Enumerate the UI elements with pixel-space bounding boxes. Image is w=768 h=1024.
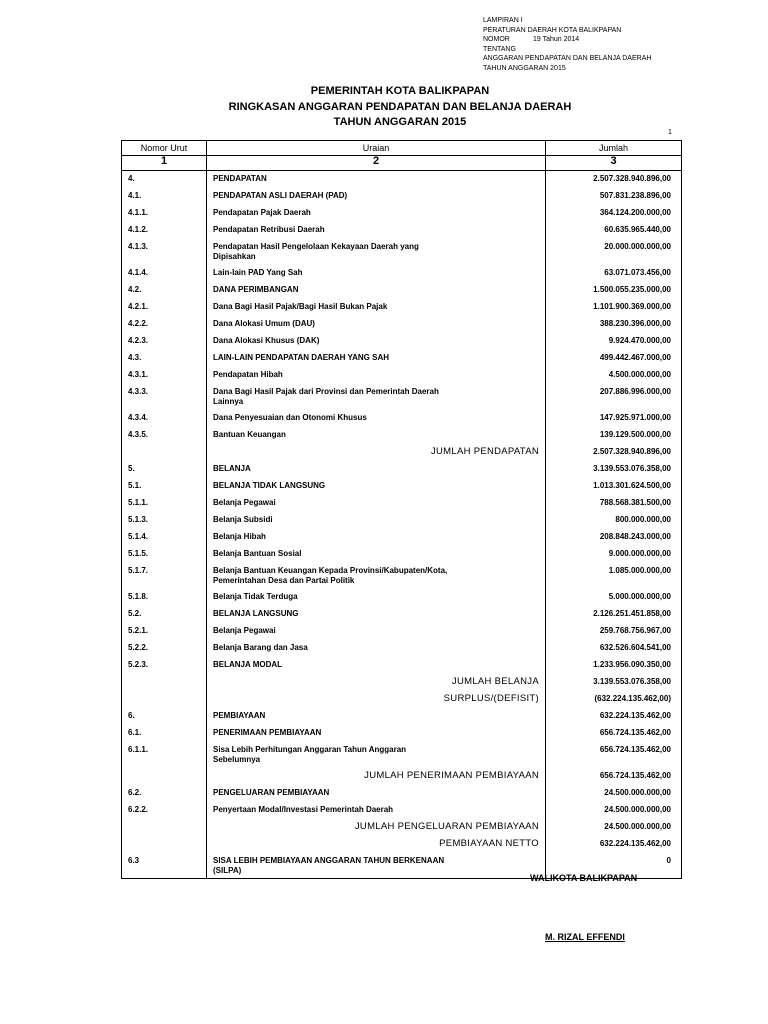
column-number: 1 [122, 156, 207, 171]
table-header-row [122, 141, 682, 156]
row-description-line: Dana Alokasi Umum (DAU) [213, 318, 315, 328]
total-row [122, 674, 682, 691]
row-description-line: Sebelumnya [213, 754, 261, 764]
column-header-nomor-urut: Nomor Urut [122, 141, 207, 156]
row-description-line: Belanja Subsidi [213, 514, 273, 524]
row-number [122, 836, 207, 853]
row-description-line: Pemerintahan Desa dan Partai Politik [213, 575, 355, 585]
row-description-line: JUMLAH BELANJA [451, 675, 539, 687]
table-row [122, 802, 682, 819]
row-description [207, 708, 546, 725]
row-description [207, 512, 546, 529]
table-row [122, 657, 682, 674]
row-number: 6.3 [122, 853, 207, 879]
row-description-line: Belanja Bantuan Sosial [213, 548, 302, 558]
column-number: 3 [546, 156, 682, 171]
row-number: 5.1. [122, 478, 207, 495]
row-number: 5.1.8. [122, 589, 207, 606]
row-number: 4.1. [122, 188, 207, 205]
row-description-line: LAIN-LAIN PENDAPATAN DAERAH YANG SAH [213, 352, 390, 362]
row-description [207, 589, 546, 606]
row-amount: 20.000.000.000,00 [546, 239, 682, 265]
row-description-line: Belanja Tidak Terduga [213, 591, 298, 601]
table-row [122, 606, 682, 623]
row-description [207, 836, 546, 853]
row-amount: 4.500.000.000,00 [546, 367, 682, 384]
table-row [122, 188, 682, 205]
column-header-jumlah: Jumlah [546, 141, 682, 156]
table-row [122, 708, 682, 725]
row-description [207, 205, 546, 222]
page-number: 1 [668, 129, 672, 136]
row-number: 5.2.2. [122, 640, 207, 657]
table-row [122, 478, 682, 495]
row-description-line: Belanja Pegawai [213, 497, 276, 507]
table-row [122, 299, 682, 316]
document-title [120, 84, 680, 131]
row-description-line: BELANJA TIDAK LANGSUNG [213, 480, 326, 490]
row-amount: 63.071.073.456,00 [546, 265, 682, 282]
row-amount: 9.000.000.000,00 [546, 546, 682, 563]
column-number-row [122, 156, 682, 171]
row-amount: 24.500.000.000,00 [546, 819, 682, 836]
row-number: 5.2.1. [122, 623, 207, 640]
signatory-title: WALIKOTA BALIKPAPAN [530, 873, 638, 883]
row-description-line: Belanja Pegawai [213, 625, 276, 635]
table-row [122, 589, 682, 606]
total-row [122, 444, 682, 461]
regulation-subject-line-1: ANGGARAN PENDAPATAN DAN BELANJA DAERAH [483, 55, 652, 62]
row-description-line: Pendapatan Pajak Daerah [213, 207, 311, 217]
row-number: 6. [122, 708, 207, 725]
table-row [122, 367, 682, 384]
row-amount: (632.224.135.462,00) [546, 691, 682, 708]
row-number: 4.3.1. [122, 367, 207, 384]
lampiran-label: LAMPIRAN I [483, 17, 523, 24]
row-description [207, 461, 546, 478]
row-number: 4. [122, 171, 207, 188]
table-row [122, 282, 682, 299]
tentang-label: TENTANG [483, 45, 516, 53]
table-row [122, 461, 682, 478]
regulation-number-row [483, 35, 753, 45]
table-row [122, 495, 682, 512]
row-amount: 24.500.000.000,00 [546, 802, 682, 819]
table-row [122, 640, 682, 657]
row-number: 4.1.3. [122, 239, 207, 265]
row-number: 6.2. [122, 785, 207, 802]
row-number [122, 444, 207, 461]
row-description [207, 563, 546, 589]
row-amount: 1.013.301.624.500,00 [546, 478, 682, 495]
table-row [122, 222, 682, 239]
regulation-subject-line-2: TAHUN ANGGARAN 2015 [483, 64, 566, 72]
row-description-line: Lainnya [213, 396, 244, 406]
table-row [122, 333, 682, 350]
row-description-line: PEMBIAYAAN NETTO [439, 837, 539, 849]
row-amount: 2.507.328.940.896,00 [546, 171, 682, 188]
row-description [207, 188, 546, 205]
row-number: 4.3. [122, 350, 207, 367]
row-description [207, 427, 546, 444]
row-description [207, 640, 546, 657]
table-row [122, 239, 682, 265]
total-row [122, 836, 682, 853]
row-number: 5.1.7. [122, 563, 207, 589]
row-description-line: (SILPA) [213, 865, 242, 875]
row-description-line: JUMLAH PENERIMAAN PEMBIAYAAN [364, 769, 539, 781]
row-description-line: PENGELUARAN PEMBIAYAAN [213, 787, 330, 797]
nomor-value: 19 Tahun 2014 [533, 36, 580, 43]
title-line-3: TAHUN ANGGARAN 2015 [333, 116, 467, 128]
row-description [207, 853, 546, 879]
row-description [207, 529, 546, 546]
table-row [122, 265, 682, 282]
budget-summary-table [121, 140, 682, 879]
row-description-line: SISA LEBIH PEMBIAYAAN ANGGARAN TAHUN BERKENAAN [213, 855, 445, 865]
row-amount: 656.724.135.462,00 [546, 725, 682, 742]
row-amount: 147.925.971.000,00 [546, 410, 682, 427]
row-description [207, 819, 546, 836]
row-description [207, 623, 546, 640]
table-row [122, 563, 682, 589]
row-amount: 788.568.381.500,00 [546, 495, 682, 512]
row-description [207, 282, 546, 299]
row-description-line: SURPLUS/(DEFISIT) [443, 692, 539, 704]
row-amount: 24.500.000.000,00 [546, 785, 682, 802]
table-row [122, 205, 682, 222]
row-description [207, 410, 546, 427]
row-number: 5.1.1. [122, 495, 207, 512]
row-description [207, 171, 546, 188]
row-number [122, 674, 207, 691]
row-amount: 0 [546, 853, 682, 879]
row-number: 6.1. [122, 725, 207, 742]
row-number: 6.2.2. [122, 802, 207, 819]
row-description [207, 785, 546, 802]
row-description-line: PENERIMAAN PEMBIAYAAN [213, 727, 322, 737]
row-number: 5.2. [122, 606, 207, 623]
row-description-line: DANA PERIMBANGAN [213, 284, 299, 294]
row-amount: 208.848.243.000,00 [546, 529, 682, 546]
row-description-line: Pendapatan Retribusi Daerah [213, 224, 325, 234]
row-amount: 507.831.238.896,00 [546, 188, 682, 205]
row-description [207, 674, 546, 691]
row-amount: 656.724.135.462,00 [546, 742, 682, 768]
row-description [207, 606, 546, 623]
row-amount: 656.724.135.462,00 [546, 768, 682, 785]
row-number: 5. [122, 461, 207, 478]
table-row [122, 350, 682, 367]
row-number: 4.1.4. [122, 265, 207, 282]
row-number: 5.1.4. [122, 529, 207, 546]
row-number: 4.2. [122, 282, 207, 299]
row-description-line: BELANJA MODAL [213, 659, 283, 669]
row-description-line: Pendapatan Hibah [213, 369, 283, 379]
table-row [122, 512, 682, 529]
column-number: 2 [207, 156, 546, 171]
table-row [122, 171, 682, 188]
row-amount: 632.526.604.541,00 [546, 640, 682, 657]
table-row [122, 410, 682, 427]
row-amount: 2.126.251.451.858,00 [546, 606, 682, 623]
title-line-1: PEMERINTAH KOTA BALIKPAPAN [310, 85, 490, 97]
table-body [122, 171, 682, 879]
row-number: 5.1.5. [122, 546, 207, 563]
table-row [122, 742, 682, 768]
table-row [122, 316, 682, 333]
row-description-line: PENDAPATAN ASLI DAERAH (PAD) [213, 190, 348, 200]
attachment-header [483, 16, 753, 73]
row-description [207, 299, 546, 316]
row-amount: 2.507.328.940.896,00 [546, 444, 682, 461]
row-number: 4.1.2. [122, 222, 207, 239]
row-description-line: Lain-lain PAD Yang Sah [213, 267, 303, 277]
row-description [207, 725, 546, 742]
row-description [207, 384, 546, 410]
row-amount: 3.139.553.076.358,00 [546, 461, 682, 478]
table-row [122, 427, 682, 444]
row-description [207, 478, 546, 495]
row-amount: 1.500.055.235.000,00 [546, 282, 682, 299]
row-amount: 139.129.500.000,00 [546, 427, 682, 444]
row-description-line: Dana Bagi Hasil Pajak/Bagi Hasil Bukan Pajak [213, 301, 388, 311]
row-number: 4.2.3. [122, 333, 207, 350]
row-number: 5.1.3. [122, 512, 207, 529]
row-number: 4.2.2. [122, 316, 207, 333]
row-description [207, 691, 546, 708]
table-row [122, 384, 682, 410]
row-amount: 1.233.956.090.350,00 [546, 657, 682, 674]
row-number: 4.1.1. [122, 205, 207, 222]
row-description [207, 239, 546, 265]
row-description [207, 768, 546, 785]
nomor-label: NOMOR [483, 36, 510, 43]
table-row [122, 546, 682, 563]
row-description [207, 222, 546, 239]
row-description [207, 265, 546, 282]
row-description-line: Dipisahkan [213, 251, 256, 261]
table-row [122, 725, 682, 742]
table-row [122, 529, 682, 546]
row-number: 4.3.5. [122, 427, 207, 444]
row-description [207, 742, 546, 768]
row-amount: 1.085.000.000,00 [546, 563, 682, 589]
row-description-line: Dana Penyesuaian dan Otonomi Khusus [213, 412, 367, 422]
row-amount: 632.224.135.462,00 [546, 708, 682, 725]
row-description [207, 657, 546, 674]
row-description [207, 367, 546, 384]
table-row [122, 785, 682, 802]
row-number: 4.2.1. [122, 299, 207, 316]
row-description-line: Belanja Hibah [213, 531, 266, 541]
row-amount: 60.635.965.440,00 [546, 222, 682, 239]
row-amount: 632.224.135.462,00 [546, 836, 682, 853]
row-number [122, 819, 207, 836]
row-amount: 800.000.000,00 [546, 512, 682, 529]
row-number [122, 691, 207, 708]
row-description-line: Sisa Lebih Perhitungan Anggaran Tahun Anggaran [213, 744, 407, 754]
total-row [122, 768, 682, 785]
row-description-line: PENDAPATAN [213, 174, 267, 183]
table-row [122, 623, 682, 640]
row-amount: 1.101.900.369.000,00 [546, 299, 682, 316]
row-amount: 259.768.756.967,00 [546, 623, 682, 640]
row-description-line: PEMBIAYAAN [213, 710, 266, 720]
row-number [122, 768, 207, 785]
row-description-line: Belanja Barang dan Jasa [213, 642, 308, 652]
row-description [207, 316, 546, 333]
regulation-name: PERATURAN DAERAH KOTA BALIKPAPAN [483, 26, 622, 34]
row-description-line: Dana Alokasi Khusus (DAK) [213, 335, 320, 345]
title-line-2: RINGKASAN ANGGARAN PENDAPATAN DAN BELANJA DAERAH [228, 100, 572, 113]
row-description [207, 350, 546, 367]
row-description [207, 495, 546, 512]
row-description-line: JUMLAH PENGELUARAN PEMBIAYAAN [354, 820, 539, 832]
total-row [122, 691, 682, 708]
row-description [207, 333, 546, 350]
row-amount: 207.886.996.000,00 [546, 384, 682, 410]
row-description [207, 802, 546, 819]
row-amount: 499.442.467.000,00 [546, 350, 682, 367]
row-number: 6.1.1. [122, 742, 207, 768]
row-description [207, 444, 546, 461]
row-description-line: Bantuan Keuangan [213, 429, 286, 439]
row-description-line: JUMLAH PENDAPATAN [430, 445, 539, 457]
row-amount: 364.124.200.000,00 [546, 205, 682, 222]
column-header-uraian: Uraian [207, 141, 546, 156]
row-amount: 3.139.553.076.358,00 [546, 674, 682, 691]
row-number: 4.3.4. [122, 410, 207, 427]
signatory-name: M. RIZAL EFFENDI [545, 932, 625, 942]
row-description-line: Pendapatan Hasil Pengelolaan Kekayaan Daerah yang [213, 241, 419, 251]
row-number: 5.2.3. [122, 657, 207, 674]
row-description-line: BELANJA [213, 463, 251, 473]
row-number: 4.3.3. [122, 384, 207, 410]
row-description [207, 546, 546, 563]
row-description-line: Belanja Bantuan Keuangan Kepada Provinsi/Kabupaten/Kota, [213, 565, 448, 575]
row-amount: 388.230.396.000,00 [546, 316, 682, 333]
row-description-line: Dana Bagi Hasil Pajak dari Provinsi dan Pemerintah Daerah [213, 386, 439, 396]
row-description-line: BELANJA LANGSUNG [213, 608, 299, 618]
row-description-line: Penyertaan Modal/Investasi Pemerintah Daerah [213, 804, 394, 814]
total-row [122, 819, 682, 836]
row-amount: 5.000.000.000,00 [546, 589, 682, 606]
row-amount: 9.924.470.000,00 [546, 333, 682, 350]
